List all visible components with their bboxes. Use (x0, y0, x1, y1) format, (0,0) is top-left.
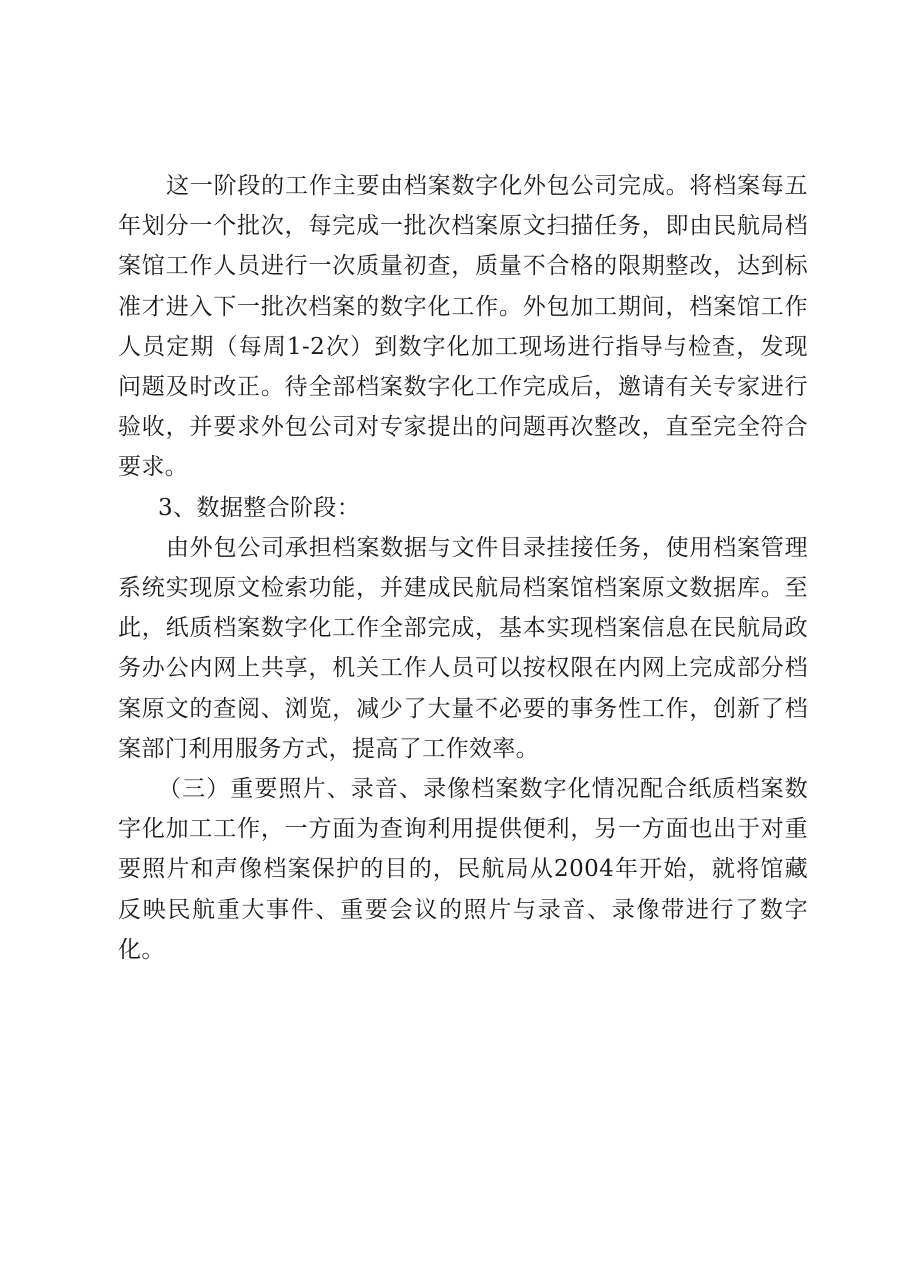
paragraph-photo-audio-video: （三）重要照片、录音、录像档案数字化情况配合纸质档案数字化加工工作，一方面为查询利用提供便利，另一方面也出于对重要照片和声像档案保护的目的，民航局从2004年开始，就将馆藏反映民航重大事件、重要会议的照片与录音、录像带进行了数字化。 (118, 776, 808, 963)
document-body (118, 166, 808, 970)
paragraph-outsourcing-stage: 这一阶段的工作主要由档案数字化外包公司完成。将档案每五年划分一个批次，每完成一批次档案原文扫描任务，即由民航局档案馆工作人员进行一次质量初查，质量不合格的限期整改，达到标准才进入下一批次档案的数字化工作。外包加工期间，档案馆工作人员定期（每周1-2次）到数字化加工现场进行指导与检查，发现问题及时改正。待全部档案数字化工作完成后，邀请有关专家进行验收，并要求外包公司对专家提出的问题再次整改，直至完全符合要求。 (118, 173, 808, 481)
paragraph-data-integration: 由外包公司承担档案数据与文件目录挂接任务，使用档案管理系统实现原文检索功能，并建成民航局档案馆档案原文数据库。至此，纸质档案数字化工作全部完成，基本实现档案信息在民航局政务办公内网上共享，机关工作人员可以按权限在内网上完成部分档案原文的查阅、浏览，减少了大量不必要的事务性工作，创新了档案部门利用服务方式，提高了工作效率。 (118, 534, 808, 762)
section-heading-data-integration: 3、数据整合阶段： (158, 494, 361, 521)
